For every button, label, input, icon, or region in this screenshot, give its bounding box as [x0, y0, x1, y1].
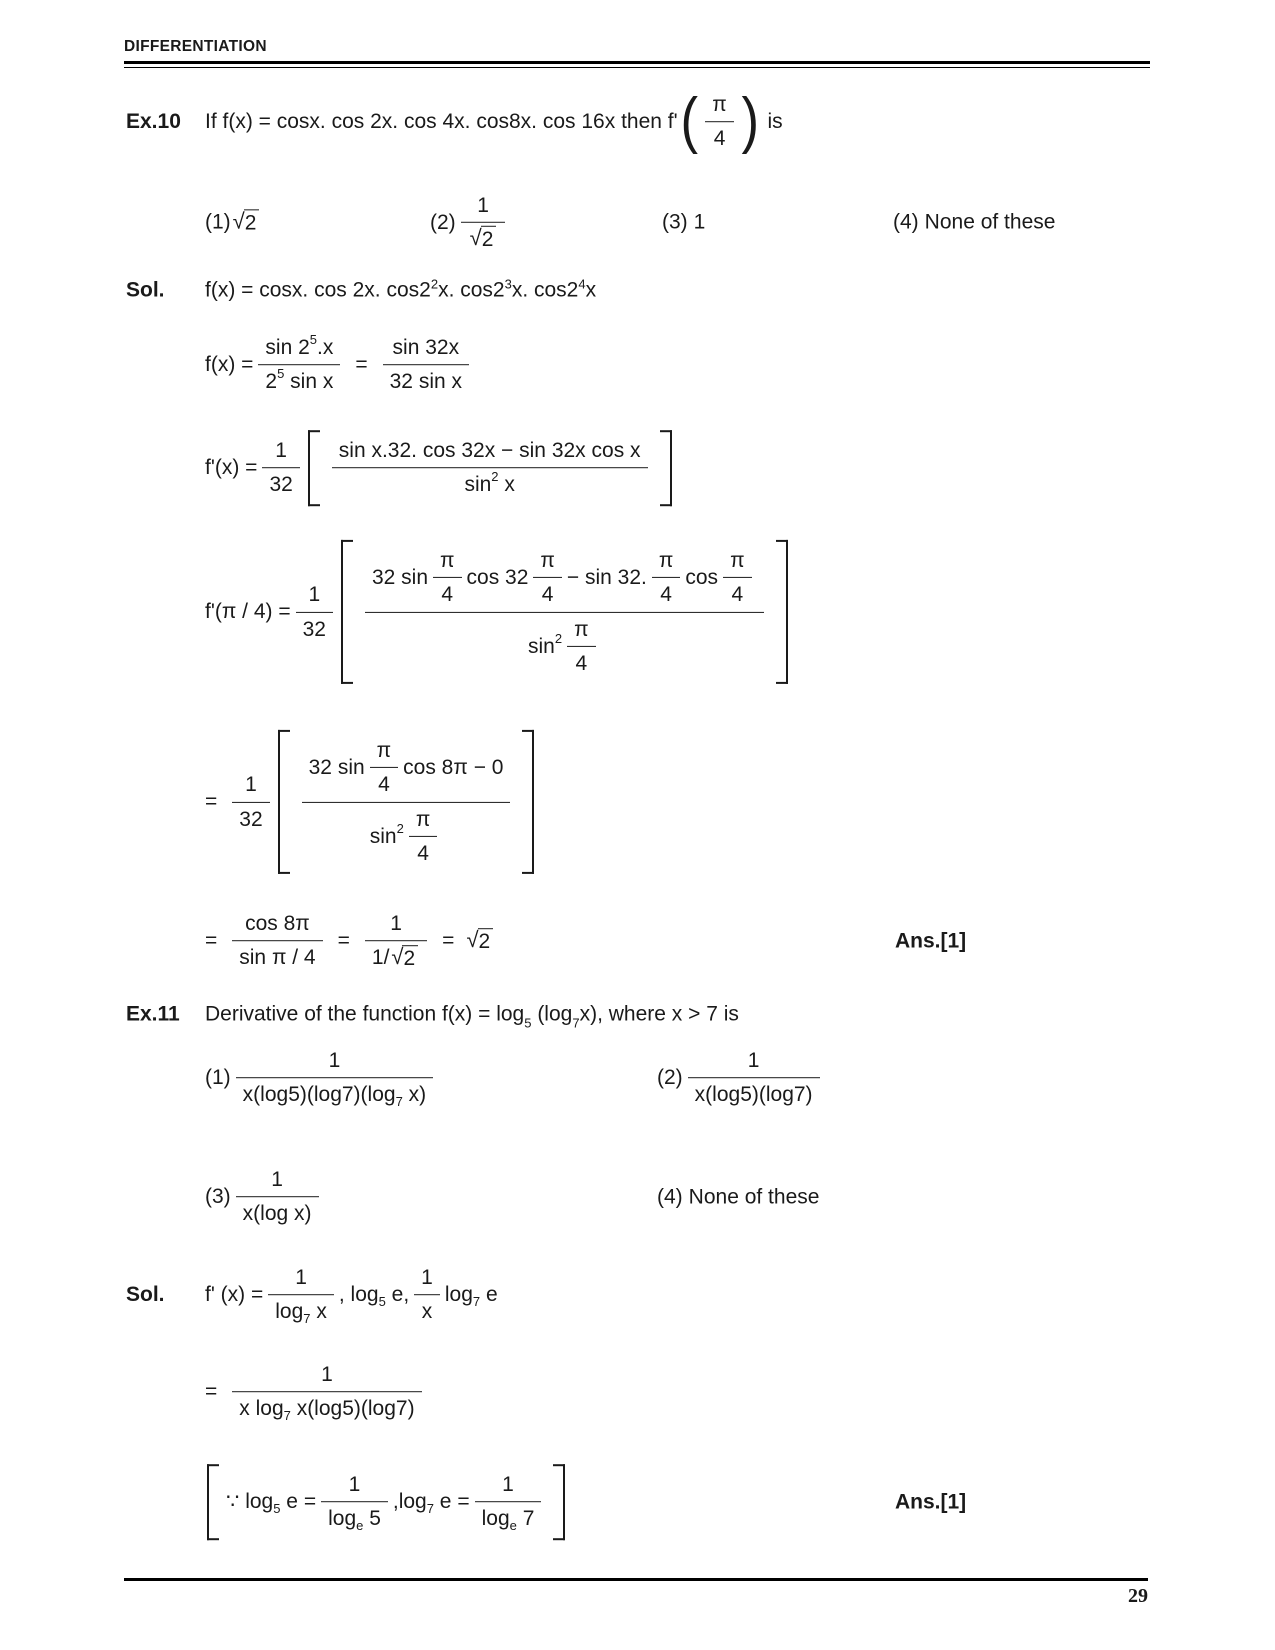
math-text: x) — [402, 1083, 427, 1107]
radical-sign: √ — [391, 944, 404, 970]
option-value: None of these — [688, 1185, 820, 1209]
ex10-solution-line5 — [205, 730, 537, 874]
fraction-numerator: 1 — [502, 1473, 514, 1497]
math-text: e = — [280, 1490, 317, 1514]
pi-over-4-fraction — [723, 547, 752, 609]
header-rule-thick — [124, 61, 1150, 64]
option-value: None of these — [924, 210, 1056, 234]
ex11-label: Ex.11 — [126, 1002, 180, 1026]
left-bracket — [207, 1464, 219, 1540]
fraction-numerator: 1 — [747, 1049, 760, 1073]
ex10-option-3 — [662, 208, 705, 235]
pi-over-4-fraction — [705, 91, 734, 153]
math-text: e = — [433, 1490, 470, 1514]
ex11-option-4 — [657, 1183, 819, 1210]
math-text: .x — [317, 336, 334, 360]
math-text: 7 — [516, 1507, 535, 1531]
superscript: 2 — [430, 276, 439, 292]
ex11-option-3 — [205, 1166, 324, 1228]
fraction-numerator: 1 — [321, 1363, 333, 1387]
superscript: 5 — [309, 332, 318, 348]
ex11-solution-line3 — [207, 1464, 565, 1540]
bracket-content — [290, 730, 523, 874]
ex10-solution-line1 — [126, 276, 596, 303]
equals-sign: = — [442, 929, 455, 953]
fraction-numerator: 1 — [348, 1473, 361, 1497]
big-fraction — [302, 737, 511, 867]
ex10-question-tail: is — [767, 110, 783, 134]
ex11-solution-line1 — [126, 1264, 498, 1326]
ex11-option-2 — [657, 1047, 825, 1109]
option-label: (1) — [205, 1066, 231, 1090]
math-text: x — [585, 278, 597, 302]
fraction-denominator — [332, 468, 648, 499]
bracket-content — [353, 540, 776, 684]
fraction-denominator: 4 — [433, 577, 462, 608]
math-text: sin — [527, 634, 555, 658]
fraction — [232, 1361, 421, 1423]
fraction-denominator: x(log5)(log7) — [688, 1078, 820, 1109]
ex10-option-4 — [893, 208, 1055, 235]
math-text: sin — [464, 473, 492, 497]
one-over-sqrt2-fraction — [461, 192, 506, 252]
math-text: sin 2 — [265, 336, 310, 360]
math-text: f' (x) = — [205, 1283, 264, 1307]
fraction-numerator: sin x.32. cos 32x − sin 32x cos x — [338, 439, 641, 463]
fraction-denominator: x(log x) — [236, 1197, 319, 1228]
radical-sign: √ — [469, 225, 482, 251]
sqrt-2 — [466, 928, 493, 954]
math-text: ∵ log — [226, 1490, 274, 1514]
fraction — [475, 1471, 542, 1533]
math-text: e — [480, 1283, 498, 1307]
fraction-denominator: 32 — [262, 468, 299, 499]
fraction-numerator — [365, 547, 764, 612]
fraction-denominator: 4 — [567, 646, 596, 677]
fraction-numerator: 1 — [328, 1049, 341, 1073]
fraction-numerator: π — [730, 548, 745, 572]
fraction-numerator: 1 — [421, 1266, 433, 1290]
option-value: 1 — [693, 210, 706, 234]
math-text: 32 sin — [308, 756, 365, 780]
fraction-denominator — [365, 941, 427, 972]
pi-over-4-fraction — [409, 806, 438, 868]
superscript: 4 — [578, 276, 586, 292]
math-text: x — [310, 1300, 327, 1324]
math-text: x. cos2 — [511, 278, 579, 302]
fraction — [258, 334, 340, 396]
ex10-option-2 — [430, 192, 510, 252]
sol-label: Sol. — [126, 278, 165, 302]
ex10-question — [126, 86, 783, 156]
fraction-numerator: 1 — [271, 1168, 283, 1192]
header-rule-thin — [124, 67, 1150, 68]
fraction — [232, 910, 322, 972]
question-text: (log — [531, 1002, 573, 1026]
fraction-denominator — [258, 365, 340, 396]
bracket-content — [320, 430, 660, 506]
fraction-numerator: π — [574, 617, 589, 641]
math-text: f'(π / 4) = — [205, 600, 291, 624]
bracketed-expression — [341, 540, 788, 684]
math-text: x. cos2 — [438, 278, 505, 302]
fraction-numerator: 1 — [308, 583, 321, 607]
superscript: 2 — [396, 820, 404, 836]
pi-over-4-fraction — [652, 547, 681, 609]
superscript: 2 — [554, 630, 563, 646]
equals-sign: = — [337, 929, 350, 953]
close-paren: ) — [741, 86, 759, 156]
pi-over-4-fraction — [370, 737, 399, 799]
subscript: 7 — [283, 1408, 291, 1424]
subscript: 7 — [472, 1294, 481, 1310]
pi-over-4-fraction — [567, 616, 596, 678]
subscript: e — [509, 1518, 517, 1534]
fraction-numerator: 1 — [477, 193, 489, 217]
math-text: log — [444, 1283, 473, 1307]
ex10-option-1 — [205, 208, 261, 235]
fraction-denominator: 4 — [533, 577, 562, 608]
math-text: cos 8π − 0 — [403, 756, 504, 780]
right-bracket — [553, 1464, 565, 1540]
option-label: (2) — [430, 210, 456, 234]
math-text: , log — [338, 1283, 379, 1307]
equals-sign: = — [205, 790, 218, 814]
big-fraction — [365, 547, 764, 677]
fraction-denominator: 4 — [409, 836, 438, 867]
option-label: (4) — [657, 1185, 683, 1209]
fraction — [268, 1264, 334, 1326]
math-text: x(log5)(log7) — [290, 1397, 415, 1421]
left-bracket — [308, 430, 320, 506]
math-text: x — [498, 473, 515, 497]
radicand: 2 — [478, 928, 494, 954]
radicand: 2 — [402, 945, 418, 971]
ex11-answer: Ans.[1] — [895, 1490, 967, 1514]
fraction-numerator: π — [440, 548, 455, 572]
subscript: e — [356, 1518, 364, 1534]
fraction-denominator — [268, 1295, 334, 1326]
math-text: sin — [369, 824, 397, 848]
fraction-denominator — [475, 1502, 542, 1533]
math-text: ,log — [392, 1490, 427, 1514]
fraction-denominator — [302, 802, 511, 868]
fraction-numerator — [258, 334, 340, 364]
fraction — [365, 910, 427, 972]
fraction — [236, 1047, 433, 1109]
radical-sign: √ — [232, 207, 245, 233]
fraction — [296, 581, 333, 643]
open-paren: ( — [680, 86, 698, 156]
fraction-denominator: 32 sin x — [383, 365, 469, 396]
footer-rule — [124, 1578, 1148, 1581]
header-rule — [124, 61, 1150, 68]
fraction-denominator: 4 — [370, 767, 399, 798]
fraction — [262, 437, 299, 499]
radicand: 2 — [244, 209, 260, 235]
fraction-denominator — [365, 612, 764, 678]
fraction-denominator: 4 — [705, 122, 734, 153]
equals-sign: = — [205, 929, 218, 953]
fraction-numerator: π — [540, 548, 555, 572]
ex10-solution-line4 — [205, 540, 791, 684]
sqrt-2 — [233, 209, 260, 235]
math-text: log — [481, 1507, 510, 1531]
radical-sign: √ — [466, 926, 479, 952]
pi-over-4-fraction — [533, 547, 562, 609]
fraction — [414, 1264, 440, 1326]
math-text: 5 — [363, 1507, 381, 1531]
superscript: 5 — [277, 366, 285, 382]
subscript: 7 — [303, 1311, 311, 1327]
fraction — [332, 437, 648, 499]
math-text: 1/ — [371, 946, 390, 970]
question-text: Derivative of the function f(x) = log — [205, 1002, 525, 1026]
radicand: 2 — [481, 226, 497, 252]
option-label: (4) — [893, 210, 919, 234]
fraction-numerator: π — [415, 807, 431, 831]
math-text: 2 — [265, 370, 278, 394]
question-text: x), where x > 7 is — [579, 1002, 739, 1026]
page-number: 29 — [1128, 1585, 1148, 1607]
superscript: 2 — [491, 469, 499, 485]
ex10-answer: Ans.[1] — [895, 929, 967, 953]
fraction-denominator — [461, 222, 506, 252]
sqrt-2 — [391, 945, 418, 971]
bracketed-expression — [207, 1464, 565, 1540]
fraction-numerator: sin 32x — [392, 336, 460, 360]
math-text: e, — [385, 1283, 410, 1307]
sqrt-2 — [470, 226, 497, 252]
math-text: cos — [685, 566, 719, 590]
fraction-numerator — [302, 737, 511, 802]
math-text: x log — [239, 1397, 284, 1421]
math-text: f(x) = — [205, 353, 254, 377]
bracketed-expression — [278, 730, 535, 874]
fraction-denominator: 32 — [232, 802, 269, 833]
subscript: 5 — [273, 1501, 281, 1517]
math-text: log — [328, 1507, 357, 1531]
fraction-numerator: π — [376, 738, 392, 762]
fraction-denominator: 4 — [652, 577, 681, 608]
right-bracket — [522, 730, 534, 874]
fraction-numerator: 1 — [275, 439, 287, 463]
math-text: x(log5)(log7)(log — [242, 1083, 396, 1107]
fraction-numerator: cos 8π — [245, 912, 310, 936]
option-label: (3) — [205, 1185, 231, 1209]
ex10-solution-line3 — [205, 430, 675, 506]
option-label: (3) — [662, 210, 688, 234]
pi-over-4-fraction — [433, 547, 462, 609]
superscript: 3 — [504, 276, 512, 292]
subscript: 7 — [395, 1094, 403, 1110]
math-text: cos 32 — [466, 566, 529, 590]
right-bracket — [660, 430, 672, 506]
fraction-denominator — [232, 1392, 421, 1423]
left-bracket — [278, 730, 290, 874]
equals-sign: = — [205, 1380, 218, 1404]
fraction — [688, 1047, 820, 1109]
subscript: 5 — [378, 1294, 386, 1310]
ex11-solution-line2 — [205, 1361, 427, 1423]
option-label: (1) — [205, 210, 231, 234]
option-label: (2) — [657, 1066, 683, 1090]
fraction-numerator: π — [658, 548, 674, 572]
left-bracket — [341, 540, 353, 684]
ex11-option-1 — [205, 1047, 438, 1109]
math-text: f'(x) = — [205, 456, 258, 480]
ex10-label: Ex.10 — [126, 110, 181, 134]
fraction-numerator: 1 — [245, 773, 257, 797]
subscript: 5 — [524, 1015, 532, 1031]
fraction-numerator: π — [712, 93, 727, 117]
sol-label: Sol. — [126, 1283, 165, 1307]
fraction — [232, 771, 269, 833]
fraction-denominator — [321, 1502, 388, 1533]
fraction — [321, 1471, 388, 1533]
ex10-solution-line6 — [205, 910, 495, 972]
fraction — [383, 334, 469, 396]
math-text: 32 sin — [371, 566, 429, 590]
ex10-solution-line2 — [205, 334, 474, 396]
page-title: DIFFERENTIATION — [124, 38, 267, 55]
fraction-denominator — [236, 1078, 433, 1109]
math-text: log — [275, 1300, 304, 1324]
equals-sign: = — [355, 353, 368, 377]
ex10-question-text: If f(x) = cosx. cos 2x. cos 4x. cos8x. cos 16x then f' — [205, 110, 678, 134]
math-text: sin x — [284, 370, 334, 394]
ex11-question — [126, 1000, 739, 1031]
bracket-content — [219, 1464, 553, 1540]
subscript: 7 — [572, 1015, 580, 1031]
math-text: f(x) = cosx. cos 2x. cos2 — [205, 278, 431, 302]
fraction-numerator: 1 — [390, 912, 402, 936]
fraction-denominator: sin π / 4 — [232, 941, 322, 972]
fraction — [236, 1166, 319, 1228]
right-bracket — [776, 540, 788, 684]
fraction-denominator: 4 — [723, 577, 752, 608]
fraction-denominator: 32 — [296, 612, 333, 643]
fraction-denominator: x — [414, 1295, 440, 1326]
fraction-numerator: 1 — [295, 1266, 307, 1290]
math-text: − sin 32. — [566, 566, 647, 590]
subscript: 7 — [426, 1501, 434, 1517]
bracketed-expression — [308, 430, 672, 506]
